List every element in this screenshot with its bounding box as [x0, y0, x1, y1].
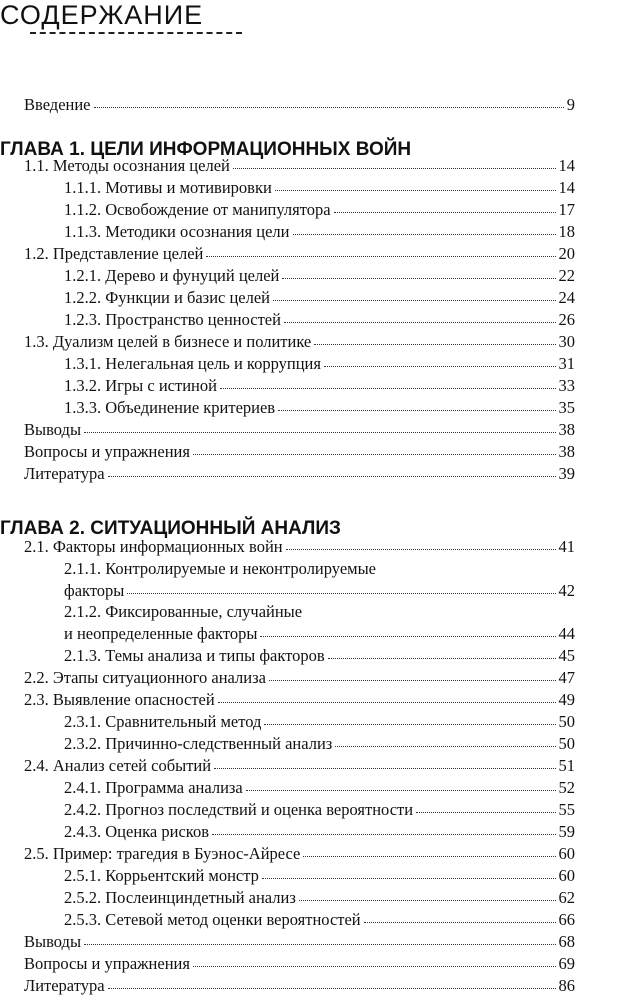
leader-dots: [264, 724, 555, 725]
leader-dots: [273, 300, 555, 301]
toc-label: 2.5.3. Сетевой метод оценки вероятностей: [64, 910, 361, 929]
toc-row: [24, 464, 575, 484]
leader-dots: [233, 168, 556, 169]
title-underline: [30, 32, 242, 34]
leader-dots: [286, 549, 556, 550]
toc-page: 9: [566, 95, 575, 114]
leader-dots: [293, 234, 556, 235]
toc-label: 2.4.3. Оценка рисков: [64, 822, 209, 841]
toc-label: 2.5. Пример: трагедия в Буэнос-Айресе: [24, 844, 301, 863]
leader-dots: [193, 454, 556, 455]
toc-row: [64, 200, 575, 220]
toc-label: 2.3.2. Причинно-следственный анализ: [64, 734, 333, 753]
toc-label: 2.2. Этапы ситуационного анализа: [24, 668, 266, 687]
leader-dots: [246, 790, 556, 791]
toc-page: 30: [558, 332, 575, 351]
leader-dots: [328, 658, 556, 659]
toc-row-intro: [24, 95, 575, 115]
toc-page: 20: [558, 244, 575, 263]
toc-page: 62: [558, 888, 575, 907]
toc-row: [64, 581, 575, 601]
leader-dots: [94, 107, 564, 108]
leader-dots: [334, 212, 556, 213]
toc-page: 52: [558, 778, 575, 797]
toc-row: [64, 376, 575, 396]
leader-dots: [84, 432, 555, 433]
toc-row: [24, 244, 575, 264]
leader-dots: [214, 768, 555, 769]
leader-dots: [303, 856, 555, 857]
toc-label: Литература: [24, 464, 105, 483]
leader-dots: [220, 388, 556, 389]
toc-page: 86: [558, 976, 575, 995]
toc-row: [64, 866, 575, 886]
toc-page: 51: [558, 756, 575, 775]
leader-dots: [108, 988, 556, 989]
toc-row: [64, 310, 575, 330]
toc-label: и неопределенные факторы: [64, 624, 258, 643]
toc-row: [64, 646, 575, 666]
toc-label: 1.1.1. Мотивы и мотивировки: [64, 178, 272, 197]
toc-row: [64, 398, 575, 418]
toc-page: 42: [558, 581, 575, 600]
leader-dots: [275, 190, 556, 191]
toc-label: 1.2.1. Дерево и фунуций целей: [64, 266, 280, 285]
toc-page: 22: [558, 266, 575, 285]
toc-page: 49: [558, 690, 575, 709]
toc-label: 2.4. Анализ сетей событий: [24, 756, 212, 775]
leader-dots: [314, 344, 555, 345]
toc-label: 2.3.1. Сравнительный метод: [64, 712, 262, 731]
toc-page: 38: [558, 420, 575, 439]
toc-label: 2.1.1. Контролируемые и неконтролируемые: [64, 559, 377, 578]
leader-dots: [284, 322, 556, 323]
toc-row: [24, 668, 575, 688]
toc-row: [64, 712, 575, 732]
toc-row: [64, 800, 575, 820]
leader-dots: [335, 746, 555, 747]
toc-page: 45: [558, 646, 575, 665]
toc-page: 44: [558, 624, 575, 643]
leader-dots: [218, 702, 556, 703]
toc-label: 2.1.2. Фиксированные, случайные: [64, 602, 303, 621]
chapter-2-heading: ГЛАВА 2. СИТУАЦИОННЫЙ АНАЛИЗ: [0, 518, 341, 539]
toc-label: 2.4.2. Прогноз последствий и оценка вероятности: [64, 800, 414, 819]
leader-dots: [299, 900, 556, 901]
toc-label: 1.2. Представление целей: [24, 244, 204, 263]
toc-row: [64, 888, 575, 908]
toc-label: 2.1.3. Темы анализа и типы факторов: [64, 646, 325, 665]
toc-page: 24: [558, 288, 575, 307]
toc-page: 33: [558, 376, 575, 395]
toc-page: 35: [558, 398, 575, 417]
toc-page: 47: [558, 668, 575, 687]
toc-label: 1.2.2. Функции и базис целей: [64, 288, 271, 307]
leader-dots: [278, 410, 555, 411]
toc-label: 1.1.2. Освобождение от манипулятора: [64, 200, 331, 219]
toc-label: 2.5.2. Послеинциндетный анализ: [64, 888, 296, 907]
toc-label: 1.1.3. Методики осознания цели: [64, 222, 290, 241]
toc-page: 60: [558, 866, 575, 885]
toc-label: Выводы: [24, 420, 82, 439]
toc-row: [64, 734, 575, 754]
toc-page: 60: [558, 844, 575, 863]
toc-page: 68: [558, 932, 575, 951]
leader-dots: [269, 680, 556, 681]
toc-page: 66: [558, 910, 575, 929]
toc-page: 50: [558, 734, 575, 753]
toc-row: [64, 222, 575, 242]
leader-dots: [212, 834, 556, 835]
toc-label: Введение: [24, 95, 91, 114]
toc-label: Выводы: [24, 932, 82, 951]
toc-row: [24, 156, 575, 176]
toc-page: 38: [558, 442, 575, 461]
toc-page: 14: [558, 156, 575, 175]
toc-page: 31: [558, 354, 575, 373]
toc-page: 50: [558, 712, 575, 731]
toc-label: Вопросы и упражнения: [24, 442, 190, 461]
toc-row: [24, 954, 575, 974]
toc-page: 59: [558, 822, 575, 841]
page-title: СОДЕРЖАНИЕ: [0, 0, 204, 30]
leader-dots: [260, 636, 555, 637]
toc-row: [64, 266, 575, 286]
toc-label: 1.3.2. Игры с истиной: [64, 376, 217, 395]
toc-label: Вопросы и упражнения: [24, 954, 190, 973]
leader-dots: [84, 944, 555, 945]
leader-dots: [193, 966, 556, 967]
toc-row: [24, 442, 575, 462]
toc-page: 18: [558, 222, 575, 241]
toc-label: Литература: [24, 976, 105, 995]
toc-label: 2.4.1. Программа анализа: [64, 778, 243, 797]
toc-label: 2.3. Выявление опасностей: [24, 690, 215, 709]
toc-label: 1.3.1. Нелегальная цель и коррупция: [64, 354, 321, 373]
toc-row: [64, 602, 302, 622]
toc-row: [24, 844, 575, 864]
toc-row: [24, 932, 575, 952]
toc-label: 2.1. Факторы информационных войн: [24, 537, 283, 556]
leader-dots: [364, 922, 556, 923]
toc-row: [24, 690, 575, 710]
toc-row: [24, 976, 575, 996]
toc-row: [64, 778, 575, 798]
toc-row: [64, 822, 575, 842]
toc-row: [24, 756, 575, 776]
leader-dots: [127, 593, 555, 594]
chapter-1-heading: ГЛАВА 1. ЦЕЛИ ИНФОРМАЦИОННЫХ ВОЙН: [0, 139, 412, 160]
toc-page: 39: [558, 464, 575, 483]
toc-row: [64, 559, 376, 579]
toc-label: 1.1. Методы осознания целей: [24, 156, 230, 175]
toc-label: факторы: [64, 581, 125, 600]
toc-row: [64, 354, 575, 374]
toc-row: [64, 288, 575, 308]
toc-label: 1.3.3. Объединение критериев: [64, 398, 276, 417]
toc-row: [24, 420, 575, 440]
leader-dots: [324, 366, 556, 367]
toc-page: 26: [558, 310, 575, 329]
toc-page: 69: [558, 954, 575, 973]
leader-dots: [262, 878, 556, 879]
toc-label: 2.5.1. Коррьентский монстр: [64, 866, 259, 885]
toc-row: [24, 537, 575, 557]
toc-page: 55: [558, 800, 575, 819]
toc-row: [24, 332, 575, 352]
leader-dots: [282, 278, 555, 279]
leader-dots: [416, 812, 555, 813]
toc-page: 17: [558, 200, 575, 219]
toc-row: [64, 178, 575, 198]
toc-page: 41: [558, 537, 575, 556]
toc-row: [64, 910, 575, 930]
leader-dots: [108, 476, 556, 477]
toc-page: 14: [558, 178, 575, 197]
leader-dots: [206, 256, 555, 257]
toc-label: 1.2.3. Пространство ценностей: [64, 310, 281, 329]
toc-label: 1.3. Дуализм целей в бизнесе и политике: [24, 332, 312, 351]
toc-row: [64, 624, 575, 644]
